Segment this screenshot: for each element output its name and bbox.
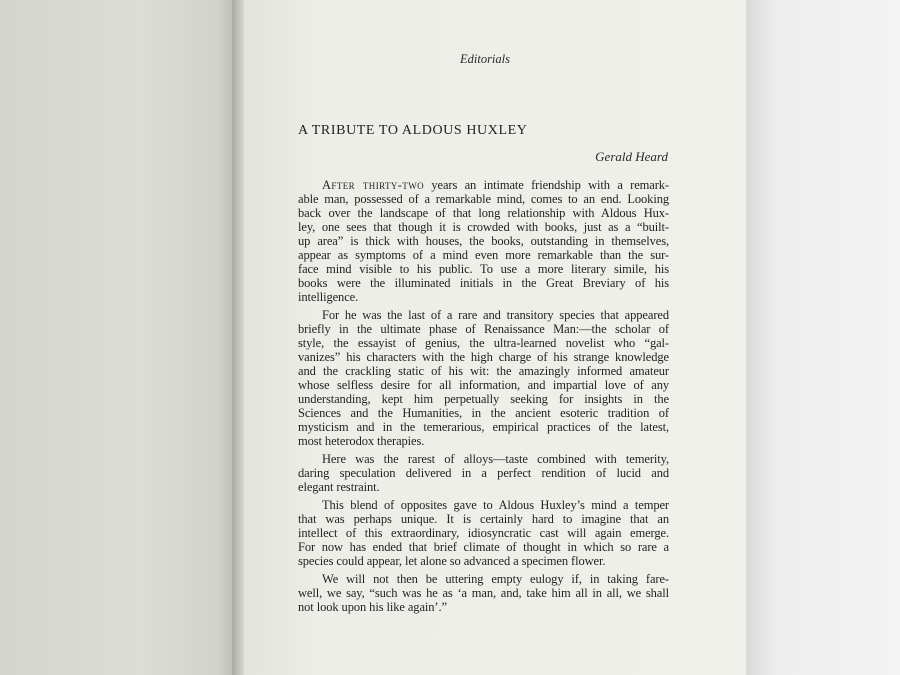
text-line bbox=[298, 364, 669, 378]
article-author: Gerald Heard bbox=[595, 149, 668, 164]
line-text: briefly in the ultimate phase of Renaissance Man:—the scholar of bbox=[298, 322, 669, 336]
line-text: most heterodox therapies. bbox=[298, 434, 425, 448]
text-line bbox=[298, 480, 669, 494]
line-text: appear as symptoms of a mind even more remarkable than the sur- bbox=[298, 248, 669, 262]
line-text: elegant restraint. bbox=[298, 480, 380, 494]
text-line bbox=[298, 434, 669, 448]
opening-smallcaps: After thirty-two bbox=[322, 178, 424, 192]
line-text: able man, possessed of a remarkable mind, comes to an end. Looking bbox=[298, 192, 669, 206]
text-line bbox=[298, 262, 669, 276]
text-line bbox=[298, 220, 669, 234]
text-line bbox=[298, 290, 669, 304]
text-line bbox=[298, 336, 669, 350]
text-line bbox=[298, 308, 669, 322]
background-surface bbox=[746, 0, 900, 675]
text-line bbox=[298, 498, 669, 512]
left-page bbox=[0, 0, 236, 675]
line-text: and the crackling static of his wit: the amazingly informed amateur bbox=[298, 364, 669, 378]
line-text: mysticism and in the temerarious, empirical practices of the latest, bbox=[298, 420, 669, 434]
text-line bbox=[298, 248, 669, 262]
line-text: species could appear, let alone so advanced a specimen flower. bbox=[298, 554, 606, 568]
line-text: books were the illuminated initials in the Great Breviary of his bbox=[298, 276, 669, 290]
article-title: A TRIBUTE TO ALDOUS HUXLEY bbox=[298, 123, 528, 138]
line-text: style, the essayist of genius, the ultra-learned novelist who “gal- bbox=[298, 336, 669, 350]
line-text: back over the landscape of that long relationship with Aldous Hux- bbox=[298, 206, 669, 220]
line-text: well, we say, “such was he as ‘a man, and, take him all in all, we shall bbox=[298, 586, 669, 600]
paragraph-2 bbox=[298, 308, 669, 448]
text-line bbox=[298, 178, 669, 192]
text-line bbox=[298, 512, 669, 526]
text-line bbox=[298, 600, 669, 614]
line-text: intelligence. bbox=[298, 290, 359, 304]
text-line bbox=[298, 234, 669, 248]
text-line bbox=[298, 452, 669, 466]
running-head: Editorials bbox=[459, 52, 510, 66]
text-line bbox=[298, 540, 669, 554]
text-line bbox=[298, 526, 669, 540]
line-text: For now has ended that brief climate of thought in which so rare a bbox=[298, 540, 669, 554]
text-line bbox=[298, 206, 669, 220]
text-line bbox=[298, 554, 669, 568]
line-text: whose selfless desire for all information, and impartial love of any bbox=[298, 378, 669, 392]
line-text: ley, one sees that though it is crowded with books, just as a “built- bbox=[298, 220, 669, 234]
text-line bbox=[298, 192, 669, 206]
line-text: We will not then be uttering empty eulogy if, in taking fare- bbox=[322, 572, 669, 586]
text-line bbox=[298, 322, 669, 336]
line-text: daring speculation delivered in a perfect rendition of lucid and bbox=[298, 466, 669, 480]
line-text: up area” is thick with houses, the books, outstanding in themselves, bbox=[298, 234, 669, 248]
text-line bbox=[298, 466, 669, 480]
line-text: that was perhaps unique. It is certainly hard to imagine that an bbox=[298, 512, 669, 526]
line-text: face mind visible to his public. To use a more literary simile, his bbox=[298, 262, 669, 276]
text-line bbox=[298, 276, 669, 290]
article-body bbox=[298, 178, 669, 618]
line-text: For he was the last of a rare and transitory species that appeared bbox=[322, 308, 669, 322]
paragraph-3 bbox=[298, 452, 669, 494]
line-text: years an intimate friendship with a remark- bbox=[431, 178, 669, 192]
text-line bbox=[298, 572, 669, 586]
text-line bbox=[298, 420, 669, 434]
line-text: vanizes” his characters with the high charge of his strange knowledge bbox=[298, 350, 669, 364]
line-text: Sciences and the Humanities, in the ancient esoteric tradition of bbox=[298, 406, 669, 420]
text-line bbox=[298, 586, 669, 600]
line-text: Here was the rarest of alloys—taste combined with temerity, bbox=[322, 452, 669, 466]
line-text: This blend of opposites gave to Aldous Huxley’s mind a temper bbox=[322, 498, 669, 512]
text-line bbox=[298, 378, 669, 392]
text-line bbox=[298, 350, 669, 364]
line-text: not look upon his like again’.” bbox=[298, 600, 447, 614]
paragraph-1 bbox=[298, 178, 669, 304]
line-text: intellect of this extraordinary, idiosyncratic cast will again emerge. bbox=[298, 526, 669, 540]
line-text: understanding, kept him perpetually seeking for insights in the bbox=[298, 392, 669, 406]
text-line bbox=[298, 406, 669, 420]
paragraph-4 bbox=[298, 498, 669, 568]
text-line bbox=[298, 392, 669, 406]
paragraph-5 bbox=[298, 572, 669, 614]
